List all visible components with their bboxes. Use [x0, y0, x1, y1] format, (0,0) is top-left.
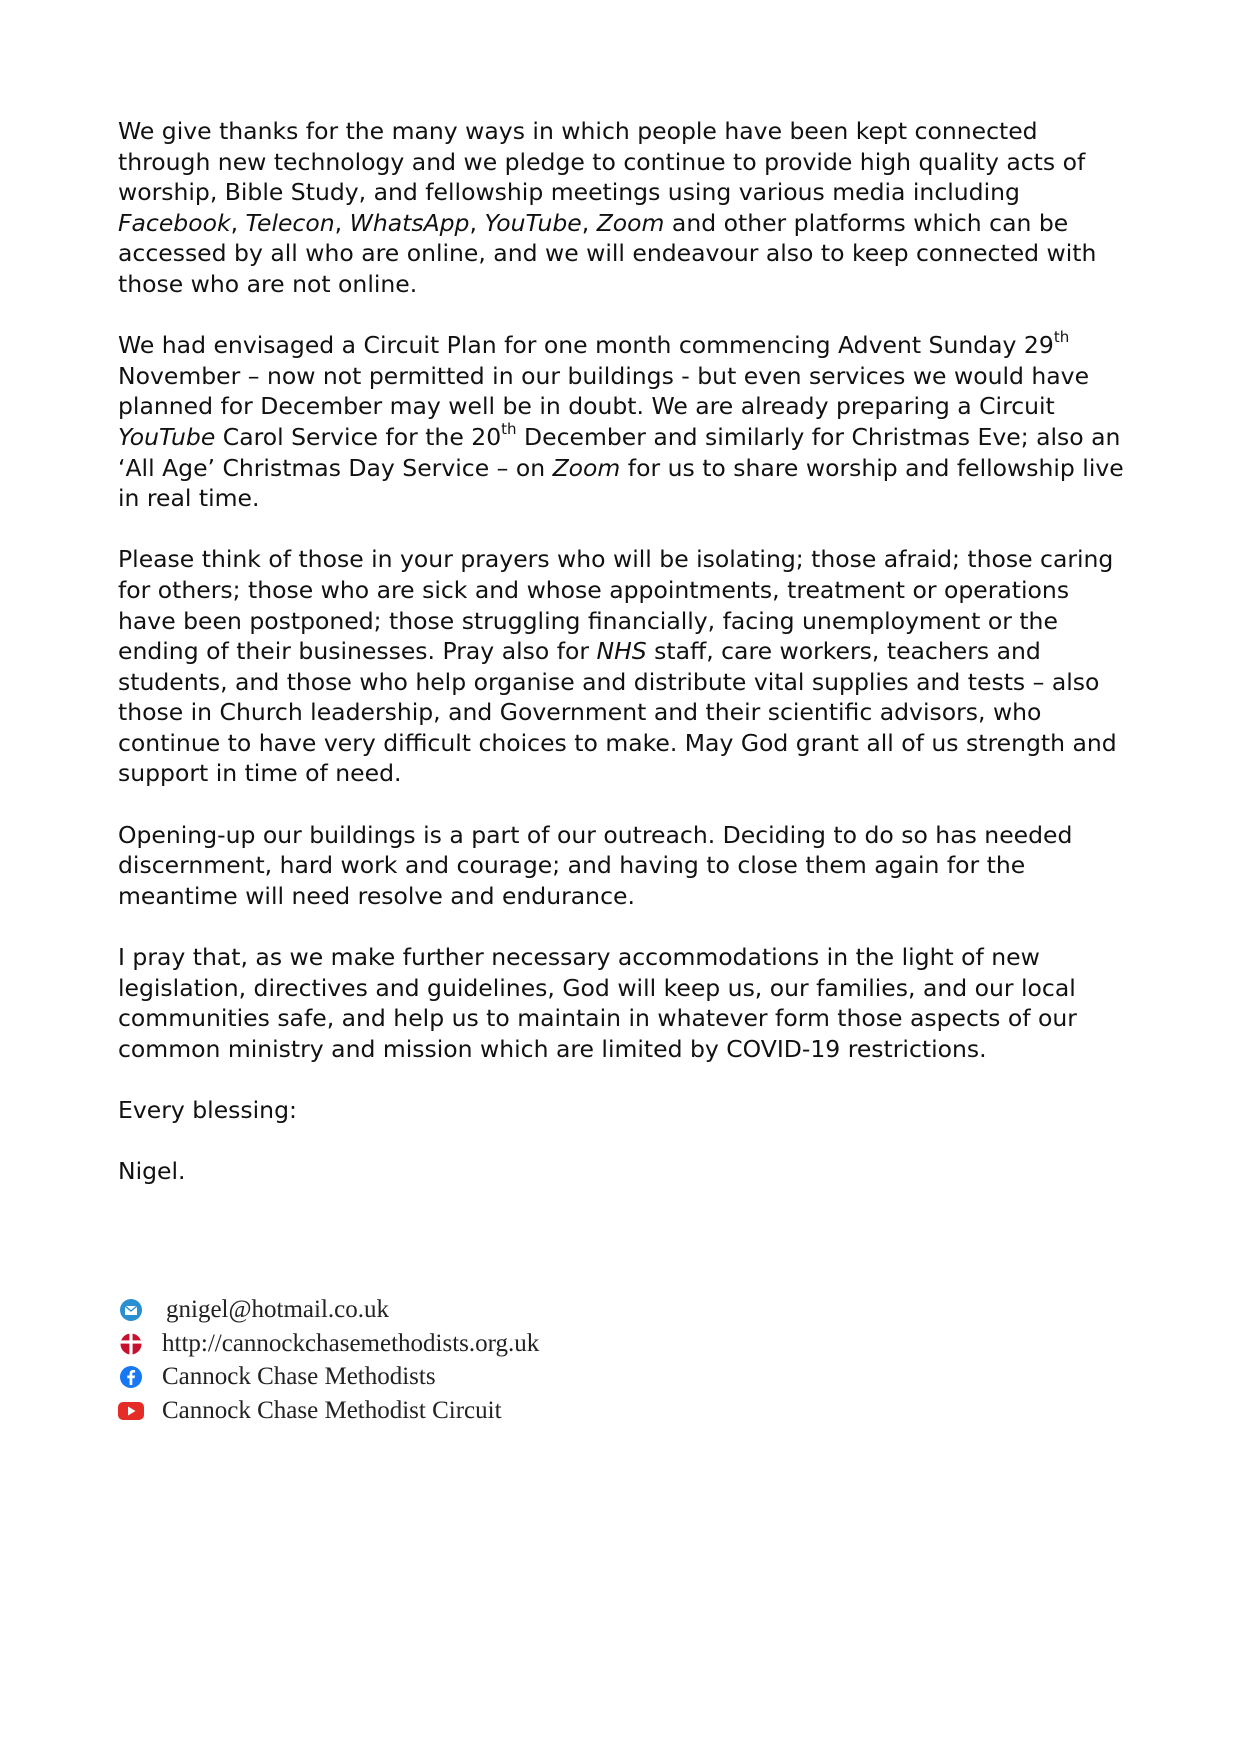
text-run: , — [230, 208, 246, 237]
paragraph-buildings: Opening-up our buildings is a part of our outreach. Deciding to do so has needed discernment, hard work and courage; and having to close them again for the meantime will need resolve and endurance. — [118, 820, 1073, 910]
text-run: , — [469, 208, 485, 237]
facebook-icon — [118, 1364, 144, 1390]
email-address-link[interactable]: gnigel@hotmail.co.uk — [166, 1295, 389, 1323]
paragraph-circuit-plan — [118, 330, 1128, 514]
text-run: staff, care workers, teachers and students, and those who help organise and distribute vital supplies and tests – also those in Church leadership, and Government and their scientific advisors, who continue to have very difficult choices to make. May God grant all of us strength and support in time of need. — [118, 637, 1117, 788]
text-run: Please think of those in your prayers who will be isolating; those afraid; those caring for others; those who are sick and whose appointments, treatment or operations have been postponed; those struggling financially, facing unemployment or the ending of their businesses. Pray also for — [118, 545, 1114, 666]
contact-website[interactable] — [118, 1327, 539, 1361]
text-run: and other platforms which can be accessed by all who are online, and we will endeavour also to keep connected with those who are not online. — [118, 208, 1097, 298]
contact-email[interactable] — [118, 1293, 539, 1327]
youtube-channel-link[interactable]: Cannock Chase Methodist Circuit — [162, 1396, 502, 1424]
contact-youtube[interactable] — [118, 1394, 539, 1428]
contact-facebook[interactable] — [118, 1360, 539, 1394]
text-run: , — [334, 208, 350, 237]
paragraph-prayers — [118, 544, 1128, 789]
youtube-icon — [118, 1398, 144, 1424]
platform-whatsapp: WhatsApp — [349, 208, 470, 237]
paragraph-pray-safe: I pray that, as we make further necessary accommodations in the light of new legislation, directives and guidelines, God will keep us, our families, and our local communities safe, and help us to maintain in whatever form those aspects of our common ministry and mission which are limited by COVID-19 restrictions. — [118, 943, 1077, 1063]
nhs-term: NHS — [596, 637, 647, 666]
platform-zoom: Zoom — [552, 453, 621, 482]
contact-list — [118, 1293, 539, 1428]
text-run: December and similarly for Christmas Eve; also an ‘All Age’ Christmas Day Service – on — [118, 422, 1121, 482]
text-run: for us to share worship and fellowship live in real time. — [118, 453, 1124, 513]
email-icon — [118, 1297, 144, 1323]
letter-body — [118, 116, 1128, 1217]
text-run: November – now not permitted in our buildings - but even services we would have planned for December may well be in doubt. We are already preparing a Circuit — [118, 361, 1090, 421]
paragraph-online-worship — [118, 116, 1128, 300]
text-run: We give thanks for the many ways in which people have been kept connected through new technology and we pledge to continue to provide high quality acts of worship, Bible Study, and fellowship meetings using various media including — [118, 117, 1086, 207]
platform-telecon: Telecon — [245, 208, 335, 237]
platform-facebook: Facebook — [118, 208, 231, 237]
text-run: Carol Service for the 20 — [215, 422, 502, 451]
methodist-cross-icon — [118, 1331, 144, 1357]
platform-youtube: YouTube — [118, 422, 216, 451]
facebook-page-link[interactable]: Cannock Chase Methodists — [162, 1363, 436, 1391]
website-link[interactable]: http://cannockchasemethodists.org.uk — [162, 1329, 540, 1357]
platform-youtube: YouTube — [484, 208, 582, 237]
closing-line: Every blessing: — [118, 1096, 297, 1124]
text-run: , — [581, 208, 597, 237]
signature: Nigel. — [118, 1157, 186, 1186]
text-run: We had envisaged a Circuit Plan for one month commencing Advent Sunday 29 — [118, 331, 1054, 360]
platform-zoom: Zoom — [596, 208, 665, 237]
ordinal-suffix: th — [501, 419, 517, 438]
ordinal-suffix: th — [1053, 328, 1070, 347]
